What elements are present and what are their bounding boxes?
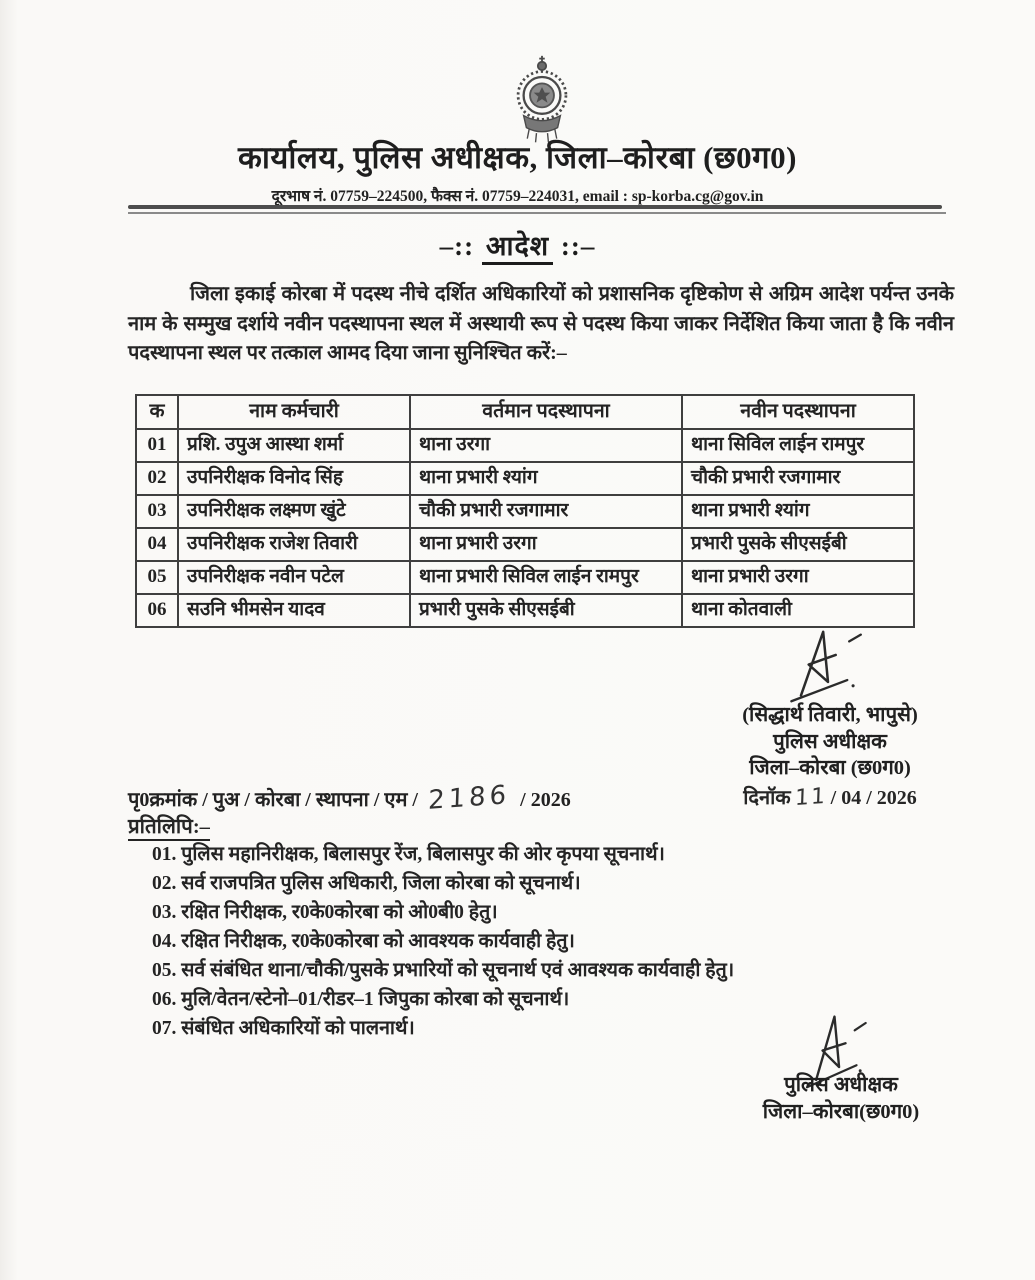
order-body-paragraph: जिला इकाई कोरबा में पदस्थ नीचे दर्शित अधिकारियों को प्रशासनिक दृष्टिकोण से अग्रिम आदेश पर्यन्त उनके नाम के सम्मुख दर्शाये नवीन पदस्थापना स्थल में अस्थायी रूप से पदस्थ किया जाकर निर्देशित किया जाता है कि नवीन पदस्थापना स्थल पर तत्काल आमद दिया जाना सुनिश्चित करें:– [128,283,954,364]
order-heading [0,226,1035,263]
table-row [136,462,914,495]
table-row [136,429,914,462]
cell-employee-name: उपनिरीक्षक राजेश तिवारी [178,528,410,561]
copy-item: 04. रक्षित निरीक्षक, र0के0कोरबा को आवश्यक कार्यवाही हेतु। [152,931,575,952]
posting-table [135,394,915,628]
cell-new-posting: थाना सिविल लाईन रामपुर [682,429,914,462]
reference-suffix: / 2026 [520,789,571,811]
cell-employee-name: उपनिरीक्षक लक्ष्मण खुंटे [178,495,410,528]
table-header-row [136,395,914,429]
copy-item: 06. मुलि/वेतन/स्टेनो–01/रीडर–1 जिपुका कोरबा को सूचनार्थ। [152,989,570,1010]
copy-item: 02. सर्व राजपत्रित पुलिस अधिकारी, जिला कोरबा को सूचनार्थ। [152,873,581,894]
cell-serial: 04 [136,528,178,561]
office-title: कार्यालय, पुलिस अधीक्षक, जिला–कोरबा (छ0ग0) [238,140,797,175]
header-rule-thick [128,205,942,209]
office-contact-line: दूरभाष नं. 07759–224500, फैक्स नं. 07759–224031, email : sp-korba.cg@gov.in [271,188,764,205]
cell-current-posting: प्रभारी पुसके सीएसईबी [410,594,682,627]
signatory-district: जिला–कोरबा(छ0ग0) [762,1100,920,1123]
cell-new-posting: थाना प्रभारी श्यांग [682,495,914,528]
cell-new-posting: प्रभारी पुसके सीएसईबी [682,528,914,561]
cell-current-posting: थाना प्रभारी उरगा [410,528,682,561]
cell-serial: 06 [136,594,178,627]
cell-current-posting: थाना प्रभारी सिविल लाईन रामपुर [410,561,682,594]
reference-prefix: पृ0क्रमांक / पुअ / कोरबा / स्थापना / एम / [128,789,418,811]
cell-employee-name: सउनि भीमसेन यादव [178,594,410,627]
table-row [136,528,914,561]
cell-current-posting: थाना उरगा [410,429,682,462]
cell-current-posting: चौकी प्रभारी रजगामार [410,495,682,528]
signatory-designation: पुलिस अधीक्षक [784,1074,898,1096]
header-employee-name: नाम कर्मचारी [178,395,410,429]
table-row [136,594,914,627]
date-day-handwritten: 11 [794,783,828,811]
cell-current-posting: थाना प्रभारी श्यांग [410,462,682,495]
signatory-designation: पुलिस अधीक्षक [773,730,887,753]
signatory-district: जिला–कोरबा (छ0ग0) [749,757,911,779]
order-heading-word: आदेश [482,231,553,265]
reference-number-line [128,780,748,816]
copies-label: प्रतिलिपि:– [128,812,210,840]
order-heading-prefix: –:: [439,231,482,261]
date-rest: / 04 / 2026 [830,786,917,809]
copy-item: 05. सर्व संबंधित थाना/चौकी/पुसके प्रभारियों को सूचनार्थ एवं आवश्यक कार्यवाही हेतु। [152,960,735,981]
cell-serial: 01 [136,429,178,462]
cell-employee-name: उपनिरीक्षक विनोद सिंह [178,462,410,495]
signatory-block-bottom [716,1072,966,1125]
order-heading-suffix: ::– [553,231,596,261]
cell-serial: 05 [136,561,178,594]
cell-serial: 03 [136,495,178,528]
cell-new-posting: थाना प्रभारी उरगा [682,561,914,594]
header-rule-thin [128,212,946,214]
cell-employee-name: उपनिरीक्षक नवीन पटेल [178,561,410,594]
cell-employee-name: प्रशि. उपुअ आस्था शर्मा [178,429,410,462]
date-label: दिनॉक [743,786,791,809]
copy-item: 03. रक्षित निरीक्षक, र0के0कोरबा को ओ0बी0 हेतु। [152,902,498,923]
cell-new-posting: थाना कोतवाली [682,594,914,627]
cell-new-posting: चौकी प्रभारी रजगामार [682,462,914,495]
police-crest-icon [503,54,581,146]
reference-number-handwritten: 2186 [427,780,511,816]
header-serial: क [136,395,178,429]
copy-item: 01. पुलिस महानिरीक्षक, बिलासपुर रेंज, बिलासपुर की ओर कृपया सूचनार्थ। [152,844,665,865]
header-current-posting: वर्तमान पदस्थापना [410,395,682,429]
copy-item: 07. संबंधित अधिकारियों को पालनार्थ। [152,1018,415,1039]
signatory-name: (सिद्धार्थ तिवारी, भापुसे) [742,704,918,726]
table-row [136,561,914,594]
header-new-posting: नवीन पदस्थापना [682,395,914,429]
table-row [136,495,914,528]
signature-mark [778,626,878,708]
cell-serial: 02 [136,462,178,495]
